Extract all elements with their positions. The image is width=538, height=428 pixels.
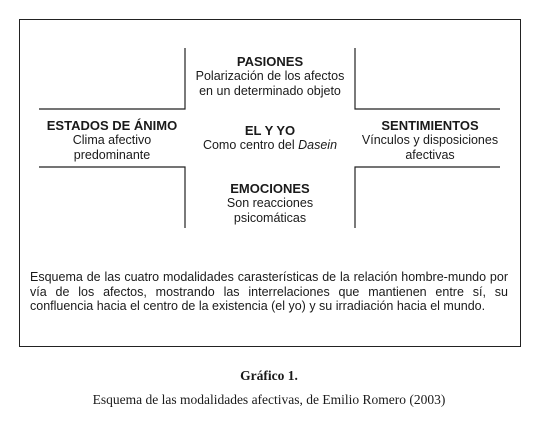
- node-emociones: [185, 181, 355, 226]
- node-title: EMOCIONES: [230, 181, 310, 196]
- node-desc: Son reacciones: [226, 196, 314, 210]
- node-desc: predominante: [73, 148, 151, 162]
- node-desc: afectivas: [405, 148, 455, 162]
- corner-top-left: [39, 48, 185, 109]
- node-desc-italic: Dasein: [298, 138, 338, 152]
- corner-top-right: [355, 48, 500, 109]
- node-desc: en un determinado objeto: [199, 84, 341, 98]
- node-desc: psicomáticas: [233, 211, 307, 225]
- node-title: ESTADOS DE ÁNIMO: [46, 118, 178, 133]
- node-title: PASIONES: [236, 54, 304, 69]
- node-pasiones: [185, 54, 355, 99]
- diagram-caption: Esquema de las cuatro modalidades carasterísticas de la relación hombre-mundo por vía de los afectos, mostrando las interrelaciones que mantienen entre sí, su confluencia hacia el centro de la existencia (el yo) y su irradiación hacia el mundo.: [30, 270, 508, 313]
- corner-bottom-left: [39, 167, 185, 228]
- node-el-y-yo: [185, 123, 355, 153]
- node-desc: Clima afectivo: [72, 133, 152, 147]
- node-estados-de-animo: [32, 118, 192, 163]
- node-desc: [185, 138, 355, 153]
- corner-bottom-right: [355, 167, 500, 228]
- node-title: EL Y YO: [244, 123, 296, 138]
- node-sentimientos: [350, 118, 510, 163]
- node-title: SENTIMIENTOS: [381, 118, 479, 133]
- node-desc: Vínculos y disposiciones: [361, 133, 499, 147]
- figure-title: Gráfico 1.: [240, 368, 298, 383]
- node-desc-text: Como centro del: [202, 138, 299, 152]
- node-desc: Polarización de los afectos: [195, 69, 345, 83]
- figure-subtitle: Esquema de las modalidades afectivas, de Emilio Romero (2003): [92, 392, 446, 407]
